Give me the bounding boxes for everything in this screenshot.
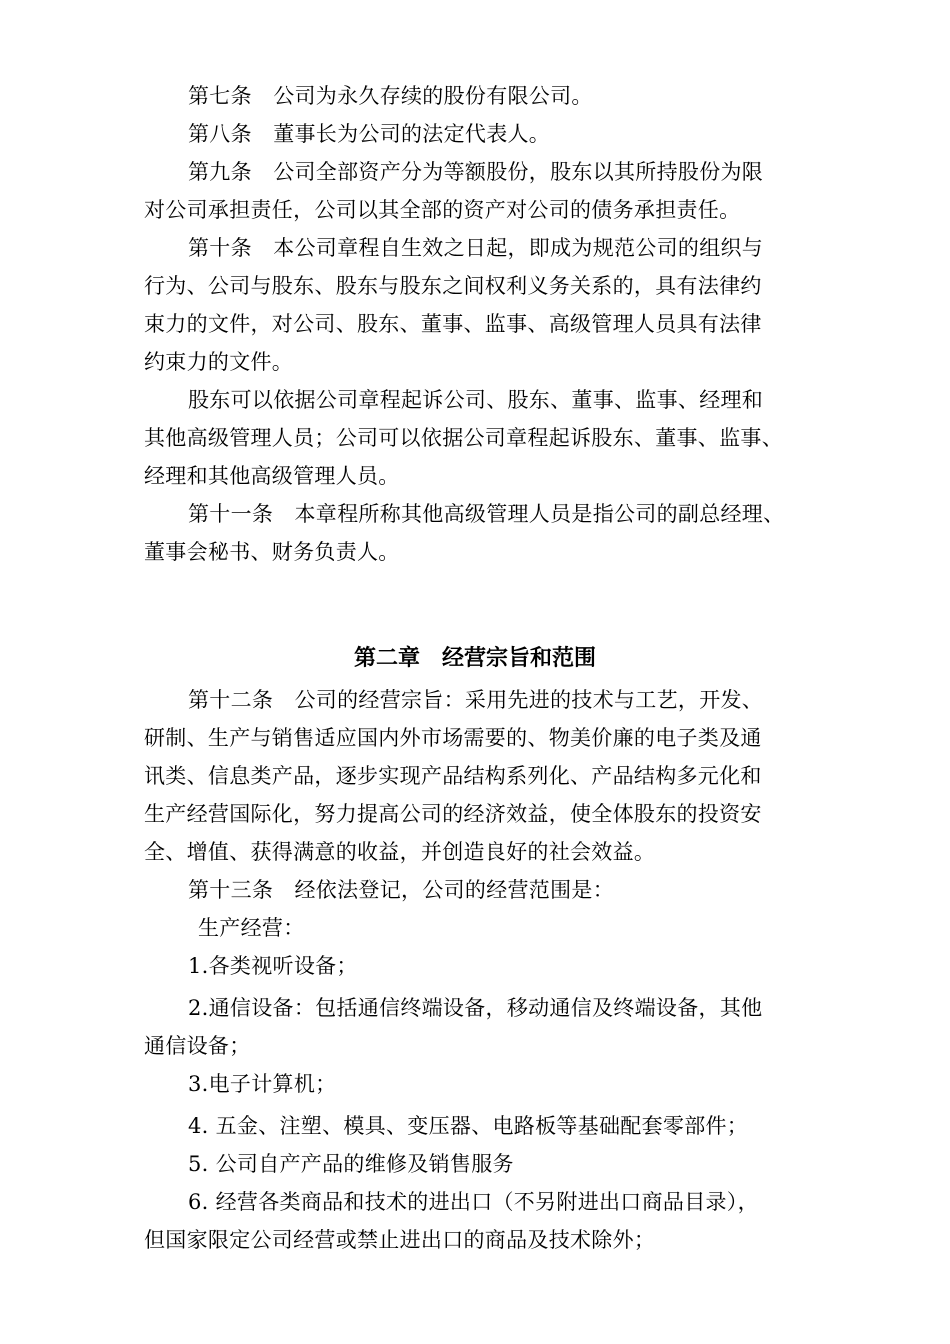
- article-10-line-3: 束力的文件，对公司、股东、董事、监事、高级管理人员具有法律: [144, 312, 762, 336]
- article-12-line-4: 生产经营国际化，努力提高公司的经济效益，使全体股东的投资安: [144, 802, 762, 826]
- shareholder-para-line-2: 其他高级管理人员；公司可以依据公司章程起诉股东、董事、监事、: [144, 426, 783, 450]
- article-12-line-1: 第十二条 公司的经营宗旨：采用先进的技术与工艺，开发、: [188, 688, 764, 712]
- article-11-line-2: 董事会秘书、财务负责人。: [144, 540, 400, 564]
- article-12-line-5: 全、增值、获得满意的收益，并创造良好的社会效益。: [144, 840, 656, 864]
- article-12-line-2: 研制、生产与销售适应国内外市场需要的、物美价廉的电子类及通: [144, 726, 762, 750]
- article-12-line-3: 讯类、信息类产品，逐步实现产品结构系列化、产品结构多元化和: [144, 764, 762, 788]
- article-7: 第七条 公司为永久存续的股份有限公司。: [188, 84, 593, 108]
- article-10-line-1: 第十条 本公司章程自生效之日起，即成为规范公司的组织与: [188, 236, 764, 260]
- scope-item-4: 4. 五金、注塑、模具、变压器、电路板等基础配套零部件；: [188, 1114, 749, 1138]
- shareholder-para-line-1: 股东可以依据公司章程起诉公司、股东、董事、监事、经理和: [188, 388, 764, 412]
- scope-item-3: 3.电子计算机；: [188, 1072, 337, 1096]
- scope-item-6-line-2: 但国家限定公司经营或禁止进出口的商品及技术除外；: [144, 1228, 656, 1252]
- article-13: 第十三条 经依法登记，公司的经营范围是：: [188, 878, 614, 902]
- article-9-line-1: 第九条 公司全部资产分为等额股份，股东以其所持股份为限: [188, 160, 764, 184]
- chapter-heading: 第二章 经营宗旨和范围: [353, 646, 596, 671]
- article-10-line-4: 约束力的文件。: [144, 350, 294, 374]
- scope-item-1: 1.各类视听设备；: [188, 954, 358, 978]
- scope-item-5: 5. 公司自产产品的维修及销售服务: [188, 1152, 514, 1176]
- scope-item-2-line-2: 通信设备；: [144, 1034, 251, 1058]
- article-8: 第八条 董事长为公司的法定代表人。: [188, 122, 551, 146]
- shareholder-para-line-3: 经理和其他高级管理人员。: [144, 464, 400, 488]
- business-label: 生产经营：: [198, 916, 305, 940]
- article-10-line-2: 行为、公司与股东、股东与股东之间权利义务关系的，具有法律约: [144, 274, 762, 298]
- article-9-line-2: 对公司承担责任，公司以其全部的资产对公司的债务承担责任。: [144, 198, 741, 222]
- article-11-line-1: 第十一条 本章程所称其他高级管理人员是指公司的副总经理、: [188, 502, 785, 526]
- scope-item-2-line-1: 2.通信设备：包括通信终端设备，移动通信及终端设备，其他: [188, 996, 763, 1020]
- scope-item-6-line-1: 6. 经营各类商品和技术的进出口（不另附进出口商品目录），: [188, 1190, 759, 1214]
